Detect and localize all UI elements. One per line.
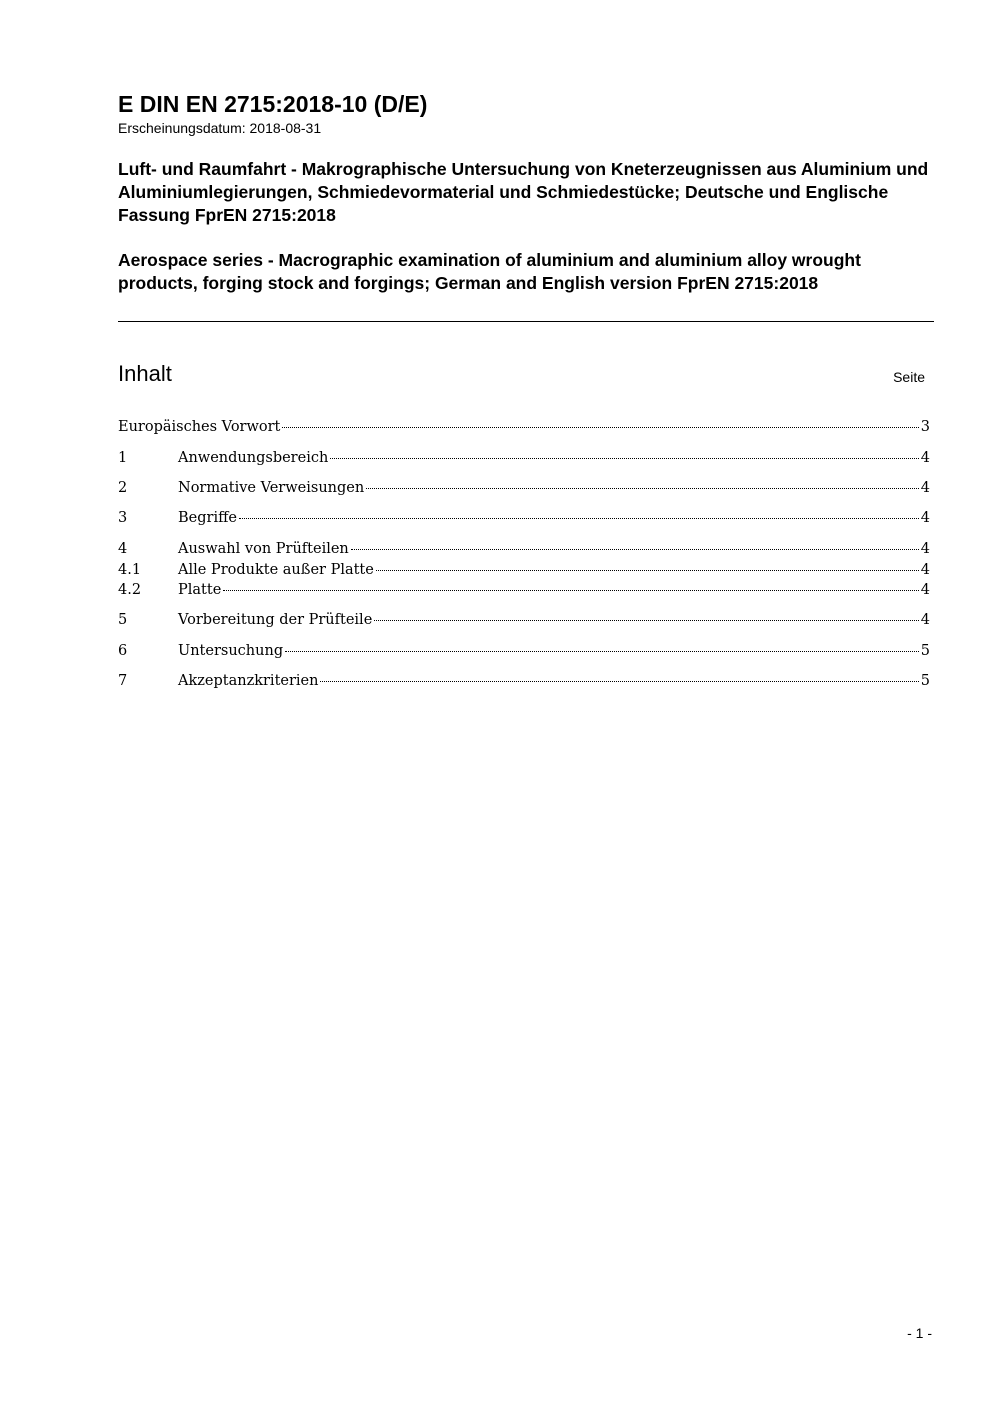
toc-entry-7[interactable]	[118, 671, 930, 691]
toc-entry-page: 3	[920, 419, 930, 435]
toc-entry-foreword[interactable]	[118, 417, 930, 437]
toc-leader-dots	[239, 518, 919, 519]
toc-entry-page: 4	[920, 541, 930, 557]
toc-entry-page: 5	[920, 673, 930, 689]
toc-leader-dots	[330, 458, 918, 459]
toc-entry-number: 4.2	[118, 582, 142, 598]
toc-leader-dots	[223, 590, 918, 591]
toc-entry-page: 4	[920, 450, 930, 466]
publication-date: Erscheinungsdatum: 2018-08-31	[118, 120, 322, 136]
toc-entry-page: 4	[920, 480, 930, 496]
toc-entry-4[interactable]	[118, 539, 930, 559]
document-number: E DIN EN 2715:2018-10 (D/E)	[118, 91, 428, 117]
toc-entry-4-2[interactable]	[118, 580, 930, 600]
toc-entry-title: Untersuchung	[178, 643, 284, 659]
toc-entry-number: 6	[118, 643, 128, 659]
toc-entry-number: 7	[118, 673, 128, 689]
toc-leader-dots	[376, 570, 919, 571]
toc-entry-6[interactable]	[118, 641, 930, 661]
title-english: Aerospace series - Macrographic examination of aluminium and aluminium alloy wrought products, forging stock and forgings; German and English version FprEN 2715:2018	[118, 250, 861, 293]
toc-entry-page: 4	[920, 582, 930, 598]
toc-heading: Inhalt	[118, 361, 172, 386]
toc-entry-2[interactable]	[118, 478, 930, 498]
toc-leader-dots	[374, 620, 918, 621]
toc-entry-number: 4	[118, 541, 128, 557]
toc-entry-title: Begriffe	[178, 510, 237, 526]
toc-entry-page: 4	[920, 612, 930, 628]
toc-leader-dots	[285, 651, 919, 652]
toc-entry-number: 1	[118, 450, 128, 466]
toc-entry-title: Akzeptanzkriterien	[178, 673, 319, 689]
toc-entry-page: 4	[920, 562, 930, 578]
toc-leader-dots	[320, 681, 918, 682]
footer-page-number: - 1 -	[907, 1325, 932, 1341]
toc-entry-title: Europäisches Vorwort	[118, 419, 281, 435]
toc-entry-1[interactable]	[118, 448, 930, 468]
toc-leader-dots	[282, 427, 918, 428]
toc-leader-dots	[366, 488, 919, 489]
toc-entry-title: Auswahl von Prüfteilen	[178, 541, 349, 557]
toc-entry-title: Normative Verweisungen	[178, 480, 365, 496]
toc-entry-number: 5	[118, 612, 128, 628]
document-header	[118, 90, 934, 295]
toc-entry-page: 4	[920, 510, 930, 526]
toc-entry-title: Anwendungsbereich	[178, 450, 329, 466]
toc-entry-5[interactable]	[118, 610, 930, 630]
toc-entry-page: 5	[920, 643, 930, 659]
toc-entry-title: Platte	[178, 582, 222, 598]
title-german: Luft- und Raumfahrt - Makrographische Untersuchung von Kneterzeugnissen aus Aluminium und Aluminiumlegierungen, Schmiedevormaterial und Schmiedestücke; Deutsche und Englische Fassung FprEN 2715:2018	[118, 159, 929, 225]
toc-entry-3[interactable]	[118, 508, 930, 528]
header-divider	[118, 321, 934, 322]
toc-entry-4-1[interactable]	[118, 560, 930, 580]
toc-entry-number: 2	[118, 480, 128, 496]
toc-entry-title: Alle Produkte außer Platte	[178, 562, 374, 578]
toc-entry-number: 4.1	[118, 562, 142, 578]
toc-leader-dots	[351, 549, 919, 550]
toc-entry-number: 3	[118, 510, 128, 526]
toc-page-column-label: Seite	[893, 369, 925, 385]
toc-entry-title: Vorbereitung der Prüfteile	[178, 612, 373, 628]
